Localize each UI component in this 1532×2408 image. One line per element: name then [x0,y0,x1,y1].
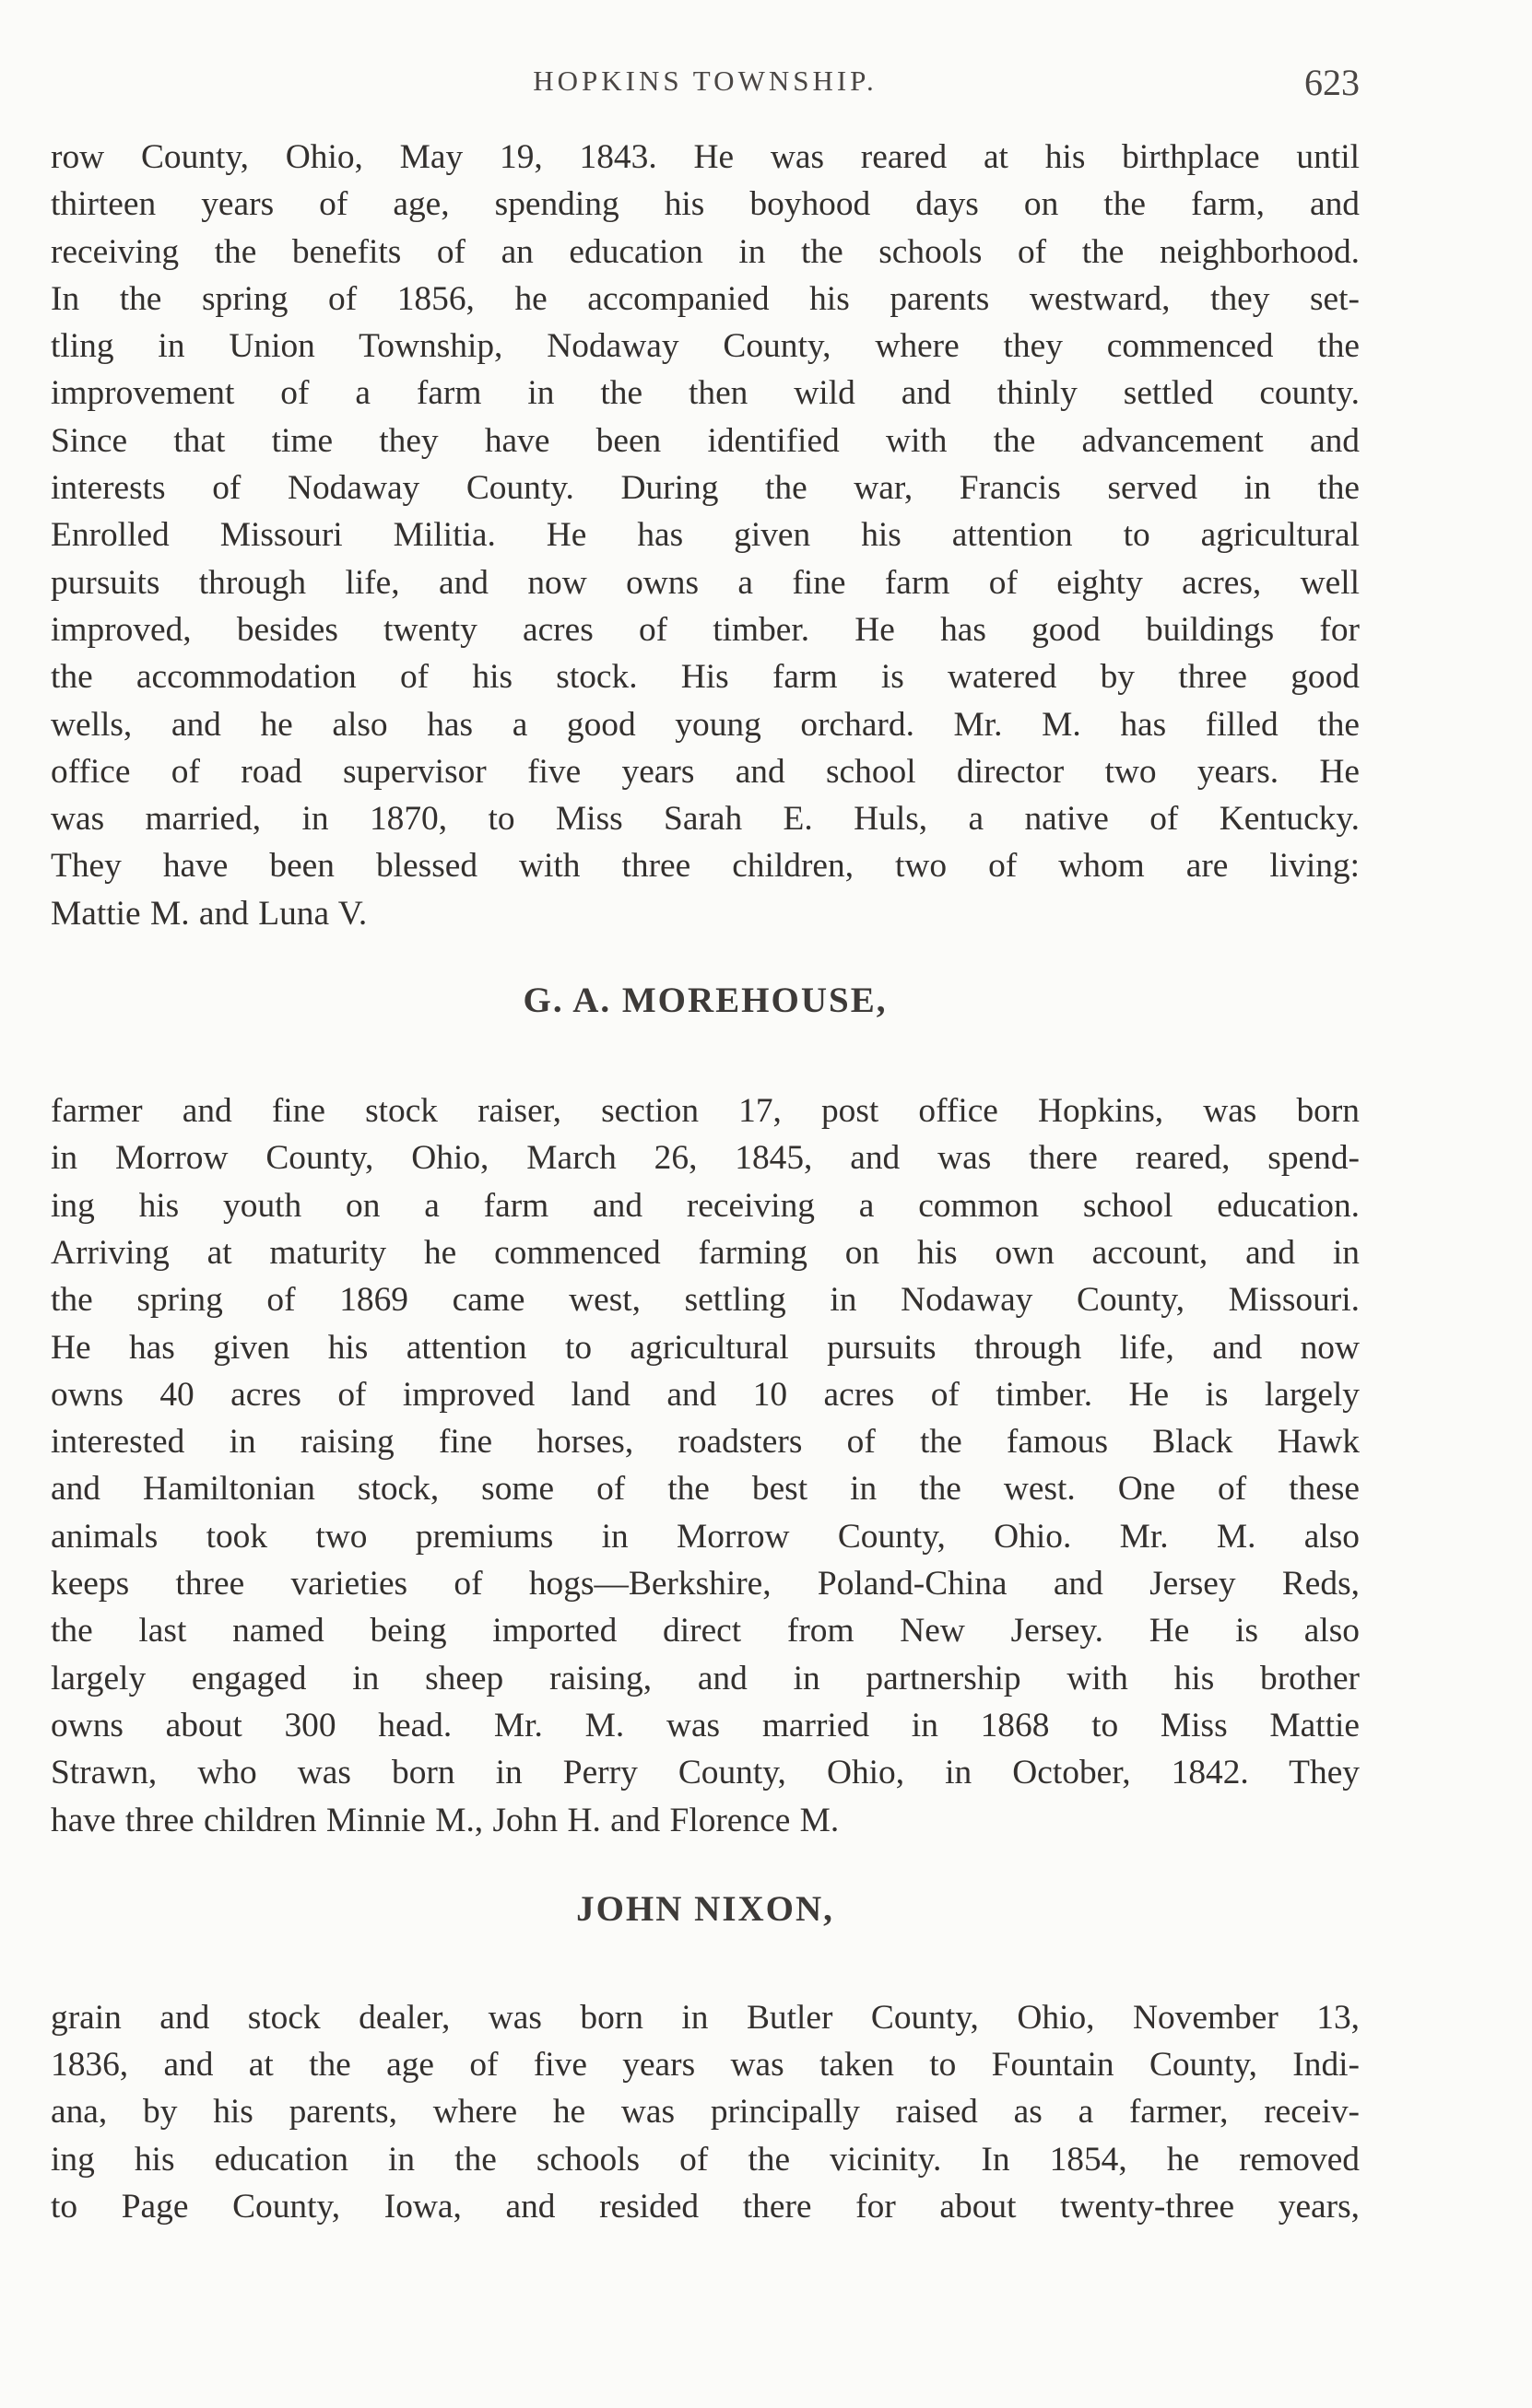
text-line: grain and stock dealer, was born in Butler County, Ohio, November 13, [51,1998,1360,2037]
text-line: Arriving at maturity he commenced farming on his own account, and in [51,1233,1360,1272]
text-line: They have been blessed with three children, two of whom are living: [51,847,1360,886]
text-line: office of road supervisor five years and school director two years. He [51,752,1360,791]
text-line: Mattie M. and Luna V. [51,894,368,933]
text-line: have three children Minnie M., John H. and Florence M. [51,1801,840,1839]
text-line: the spring of 1869 came west, settling in Nodaway County, Missouri. [51,1281,1360,1320]
running-title: HOPKINS TOWNSHIP. [533,65,878,97]
page-header [51,57,1360,112]
text-line: He has given his attention to agricultural pursuits through life, and now [51,1328,1360,1367]
text-line: Strawn, who was born in Perry County, Ohio, in October, 1842. They [51,1754,1360,1792]
text-line: 1836, and at the age of five years was taken to Fountain County, Indi- [51,2046,1360,2085]
text-line: was married, in 1870, to Miss Sarah E. Huls, a native of Kentucky. [51,800,1360,839]
text-line: improvement of a farm in the then wild and thinly settled county. [51,374,1360,413]
text-line: the accommodation of his stock. His farm is watered by three good [51,658,1360,697]
heading-morehouse: G. A. MOREHOUSE, [523,981,888,1021]
text-line: ing his education in the schools of the vicinity. In 1854, he removed [51,2140,1360,2179]
heading-nixon: JOHN NIXON, [576,1888,834,1929]
text-line: keeps three varieties of hogs—Berkshire, Poland-China and Jersey Reds, [51,1565,1360,1603]
text-line: farmer and fine stock raiser, section 17, post office Hopkins, was born [51,1092,1360,1131]
text-line: in Morrow County, Ohio, March 26, 1845, and was there reared, spend- [51,1139,1360,1178]
paragraph-francis [51,134,1360,937]
text-line: In the spring of 1856, he accompanied his parents westward, they set- [51,279,1360,318]
text-line: owns 40 acres of improved land and 10 acres of timber. He is largely [51,1375,1360,1414]
text-line: tling in Union Township, Nodaway County, where they commenced the [51,327,1360,366]
text-line: interested in raising fine horses, roadsters of the famous Black Hawk [51,1423,1360,1462]
text-line: to Page County, Iowa, and resided there for about twenty-three years, [51,2187,1360,2226]
text-line: ing his youth on a farm and receiving a common school education. [51,1186,1360,1225]
text-line: interests of Nodaway County. During the war, Francis served in the [51,469,1360,508]
text-line: thirteen years of age, spending his boyhood days on the farm, and [51,185,1360,224]
body-text [51,134,1360,2230]
text-line: largely engaged in sheep raising, and in partnership with his brother [51,1659,1360,1697]
page-number: 623 [1304,62,1360,103]
paragraph-morehouse [51,1087,1360,1844]
text-line: improved, besides twenty acres of timber. He has good buildings for [51,610,1360,649]
text-line: owns about 300 head. Mr. M. was married in 1868 to Miss Mattie [51,1706,1360,1744]
text-line: Enrolled Missouri Militia. He has given his attention to agricultural [51,516,1360,555]
text-line: the last named being imported direct from New Jersey. He is also [51,1612,1360,1650]
text-line: and Hamiltonian stock, some of the best in the west. One of these [51,1470,1360,1509]
text-line: animals took two premiums in Morrow County, Ohio. Mr. M. also [51,1517,1360,1556]
text-line: receiving the benefits of an education in the schools of the neighborhood. [51,232,1360,271]
text-line: row County, Ohio, May 19, 1843. He was reared at his birthplace until [51,138,1360,176]
text-line: wells, and he also has a good young orchard. Mr. M. has filled the [51,705,1360,744]
paragraph-nixon [51,1994,1360,2230]
text-line: ana, by his parents, where he was principally raised as a farmer, receiv- [51,2093,1360,2132]
text-line: pursuits through life, and now owns a fine farm of eighty acres, well [51,563,1360,602]
text-line: Since that time they have been identified with the advancement and [51,421,1360,460]
